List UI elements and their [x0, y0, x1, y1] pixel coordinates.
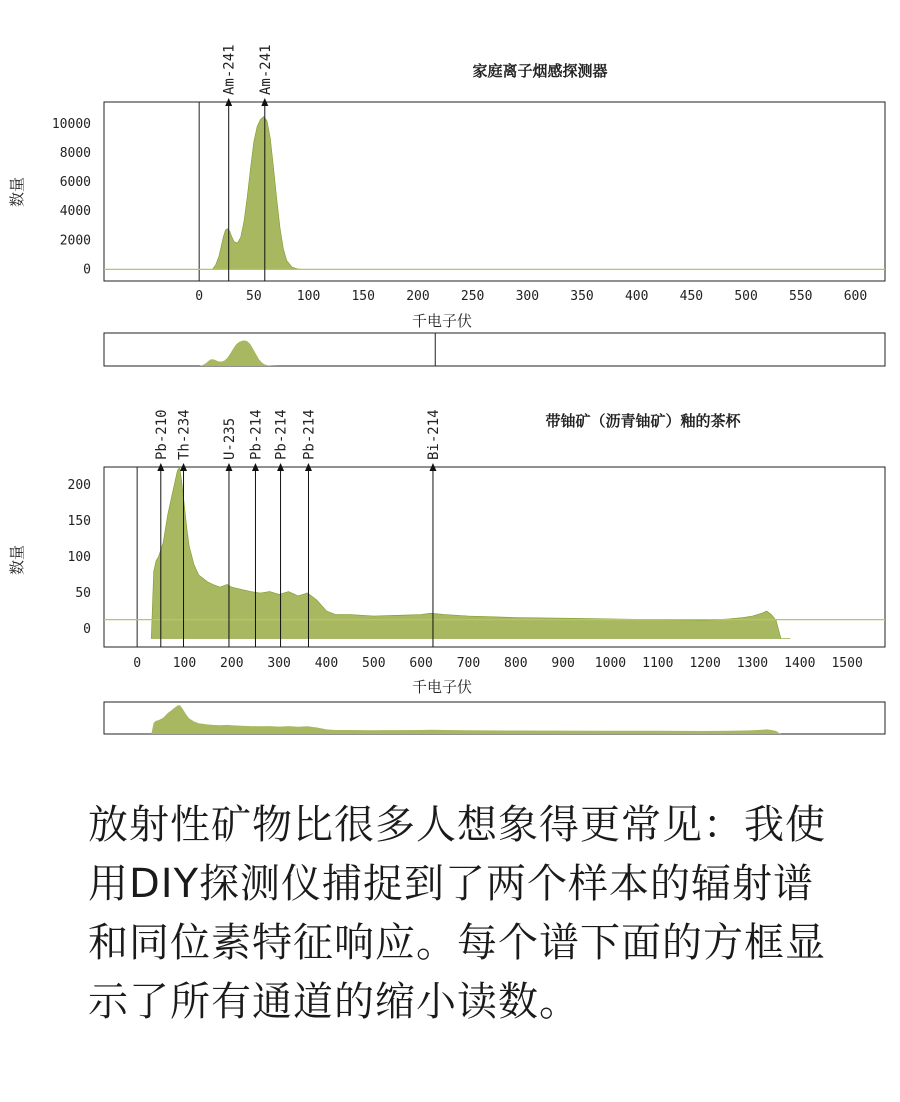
y-tick-label: 150: [67, 514, 91, 529]
x-axis-label: 千电子伏: [411, 678, 473, 696]
isotope-label: Pb-214: [248, 409, 265, 460]
isotope-label: Bi-214: [425, 409, 442, 460]
y-tick-label: 2000: [59, 233, 91, 249]
y-tick-label: 10000: [51, 116, 91, 132]
x-tick-label: 800: [504, 656, 528, 671]
x-tick-label: 1000: [594, 656, 627, 671]
y-axis-label: 数量: [8, 176, 26, 208]
x-tick-label: 500: [734, 289, 758, 304]
isotope-label: Th-234: [176, 409, 193, 460]
isotope-label: U-235: [221, 417, 238, 460]
overview-area: [151, 705, 790, 734]
spectrum-area: [212, 117, 303, 270]
x-tick-label: 700: [456, 656, 481, 671]
isotope-label: Am-241: [257, 44, 274, 95]
x-tick-label: 900: [551, 656, 575, 671]
x-tick-label: 0: [133, 656, 142, 671]
chart-title: 家庭离子烟感探测器: [472, 62, 608, 80]
x-tick-label: 200: [406, 289, 430, 304]
x-tick-label: 100: [172, 656, 197, 671]
x-tick-label: 1500: [831, 656, 863, 671]
overview-marks: [151, 705, 790, 734]
x-axis-label: 千电子伏: [411, 312, 473, 330]
x-tick-label: 200: [220, 656, 244, 671]
plot-marks: [68, 409, 885, 671]
x-tick-label: 600: [409, 656, 433, 671]
isotope-label: Pb-214: [273, 409, 290, 460]
y-tick-label: 8000: [59, 145, 91, 161]
y-tick-label: 50: [75, 586, 91, 601]
chart-title: 带铀矿（沥青铀矿）釉的茶杯: [545, 412, 741, 430]
y-tick-label: 0: [83, 262, 91, 278]
x-tick-label: 600: [843, 289, 868, 304]
x-tick-label: 300: [515, 289, 540, 304]
smoke-detector-chart: [8, 44, 885, 366]
caption-line: 和同位素特征响应。每个谱下面的方框显: [88, 920, 826, 966]
x-tick-label: 1100: [642, 656, 674, 671]
overview-marks: [199, 333, 435, 366]
x-tick-label: 50: [246, 289, 262, 304]
plot-marks: [52, 44, 885, 304]
x-tick-label: 1200: [689, 656, 721, 671]
x-tick-label: 300: [267, 656, 291, 671]
y-tick-label: 4000: [59, 204, 91, 220]
overview-frame[interactable]: [104, 333, 885, 366]
caption-line: 示了所有通道的缩小读数。: [88, 979, 580, 1025]
isotope-label: Pb-210: [153, 409, 170, 460]
x-tick-label: 0: [195, 289, 204, 304]
caption-line: 放射性矿物比很多人想象得更常见：我使: [88, 802, 826, 848]
x-tick-label: 150: [351, 289, 375, 304]
y-tick-label: 6000: [59, 175, 91, 191]
x-tick-label: 400: [624, 289, 649, 304]
uranium-teacup-chart: [8, 409, 885, 734]
spectrum-area: [151, 467, 790, 638]
x-tick-label: 400: [314, 656, 339, 671]
y-tick-label: 0: [83, 622, 91, 637]
x-tick-label: 450: [679, 289, 704, 304]
x-tick-label: 500: [362, 656, 386, 671]
x-tick-label: 100: [296, 289, 321, 304]
overview-area: [199, 340, 279, 366]
y-tick-label: 100: [67, 550, 91, 565]
x-tick-label: 1300: [736, 656, 769, 671]
isotope-label: Am-241: [221, 44, 238, 95]
y-tick-label: 200: [67, 478, 91, 493]
caption-line: 用DIY探测仪捕捉到了两个样本的辐射谱: [88, 861, 815, 907]
y-axis-label: 数量: [8, 544, 26, 576]
x-tick-label: 350: [570, 289, 594, 304]
x-tick-label: 550: [789, 289, 813, 304]
x-tick-label: 1400: [784, 656, 816, 671]
isotope-label: Pb-214: [301, 409, 318, 460]
figure-caption: [88, 796, 878, 1032]
x-tick-label: 250: [460, 289, 485, 304]
